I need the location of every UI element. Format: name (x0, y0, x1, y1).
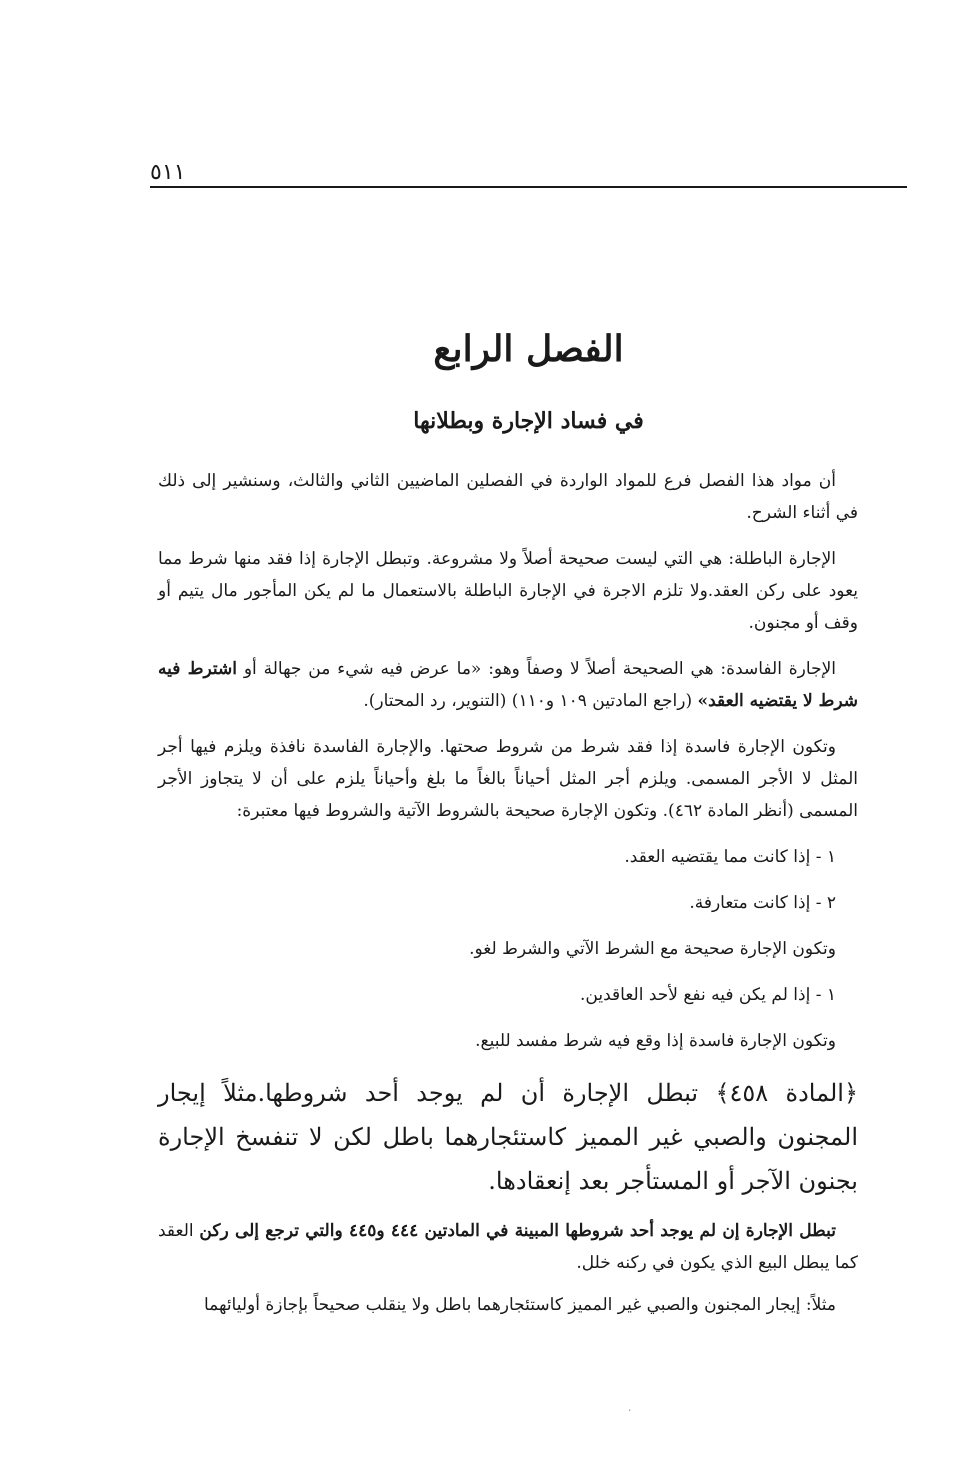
defective-lease-paragraph (158, 653, 858, 717)
header-rule (150, 186, 907, 188)
list-item: ١ - إذا كانت مما يقتضيه العقد. (624, 847, 836, 867)
explanation-tail: العقد كما يبطل البيع الذي يكون في ركنه خلل. (158, 1221, 858, 1273)
defective-lease-lead: الإجارة الفاسدة: هي الصحيحة أصلاً لا وصفاً وهو: «ما عرض فيه شيء من جهالة أو (243, 659, 837, 679)
valid-with-condition-paragraph: وتكون الإجارة صحيحة مع الشرط الآتي والشرط لغو. (469, 939, 836, 959)
list-item: ٢ - إذا كانت متعارفة. (689, 893, 836, 913)
page-number: ٥١١ (150, 160, 186, 185)
intro-paragraph: أن مواد هذا الفصل فرع للمواد الواردة في الفصلين الماضيين الثاني والثالث، وسنشير إلى ذلك في أثناء الشرح. (158, 471, 858, 523)
void-lease-paragraph: الإجارة الباطلة: هي التي ليست صحيحة أصلاً ولا مشروعة. وتبطل الإجارة إذا فقد منها شرط مما يعود على ركن العقد.ولا تلزم الاجرة في الإجارة الباطلة بالاستعمال ما لم يكن المأجور مال يتيم أو وقف أو مجنون. (158, 549, 858, 633)
print-speck: ٠ (627, 1405, 633, 1416)
example-paragraph: مثلاً: إيجار المجنون والصبي غير المميز كاستئجارهما باطل ولا ينقلب صحيحاً بإجازة أوليائهما (203, 1295, 836, 1315)
explanation-paragraph (158, 1215, 858, 1279)
article-458: ﴿المادة ٤٥٨﴾ تبطل الإجارة أن لم يوجد أحد شروطها.مثلاً إيجار المجنون والصبي غير المميز كاستئجارهما باطل لكن لا تنفسخ الإجارة بجنون الآجر أو المستأجر بعد إنعقادها. (158, 1079, 859, 1195)
chapter-subtitle: في فساد الإجارة وبطلانها (413, 408, 644, 434)
defective-lease-reference: (راجع المادتين ١٠٩ و١١٠) (التنوير، رد المحتار). (363, 691, 698, 711)
conditions-paragraph: وتكون الإجارة فاسدة إذا فقد شرط من شروط صحتها. والإجارة الفاسدة نافذة ويلزم فيها أجر المثل لا الأجر المسمى. ويلزم أجر المثل أحياناً بالغاً ما بلغ وأحياناً يلزم على أن لا يتجاوز الأجر المسمى (أنظر المادة ٤٦٢). وتكون الإجارة صحيحة بالشروط الآتية والشروط فيها معتبرة: (158, 737, 858, 821)
defective-lease-bold-quote: اشترط فيه شرط لا يقتضيه العقد» (158, 659, 858, 711)
invalid-sale-paragraph: وتكون الإجارة فاسدة إذا وقع فيه شرط مفسد للبيع. (475, 1031, 836, 1051)
chapter-title: الفصل الرابع (433, 328, 624, 370)
document-body (158, 465, 858, 1335)
list-item: ١ - إذا لم يكن فيه نفع لأحد العاقدين. (580, 985, 836, 1005)
explanation-bold: تبطل الإجارة إن لم يوجد أحد شروطها المبينة في المادتين ٤٤٤ و٤٤٥ والتي ترجع إلى ركن (199, 1221, 836, 1241)
